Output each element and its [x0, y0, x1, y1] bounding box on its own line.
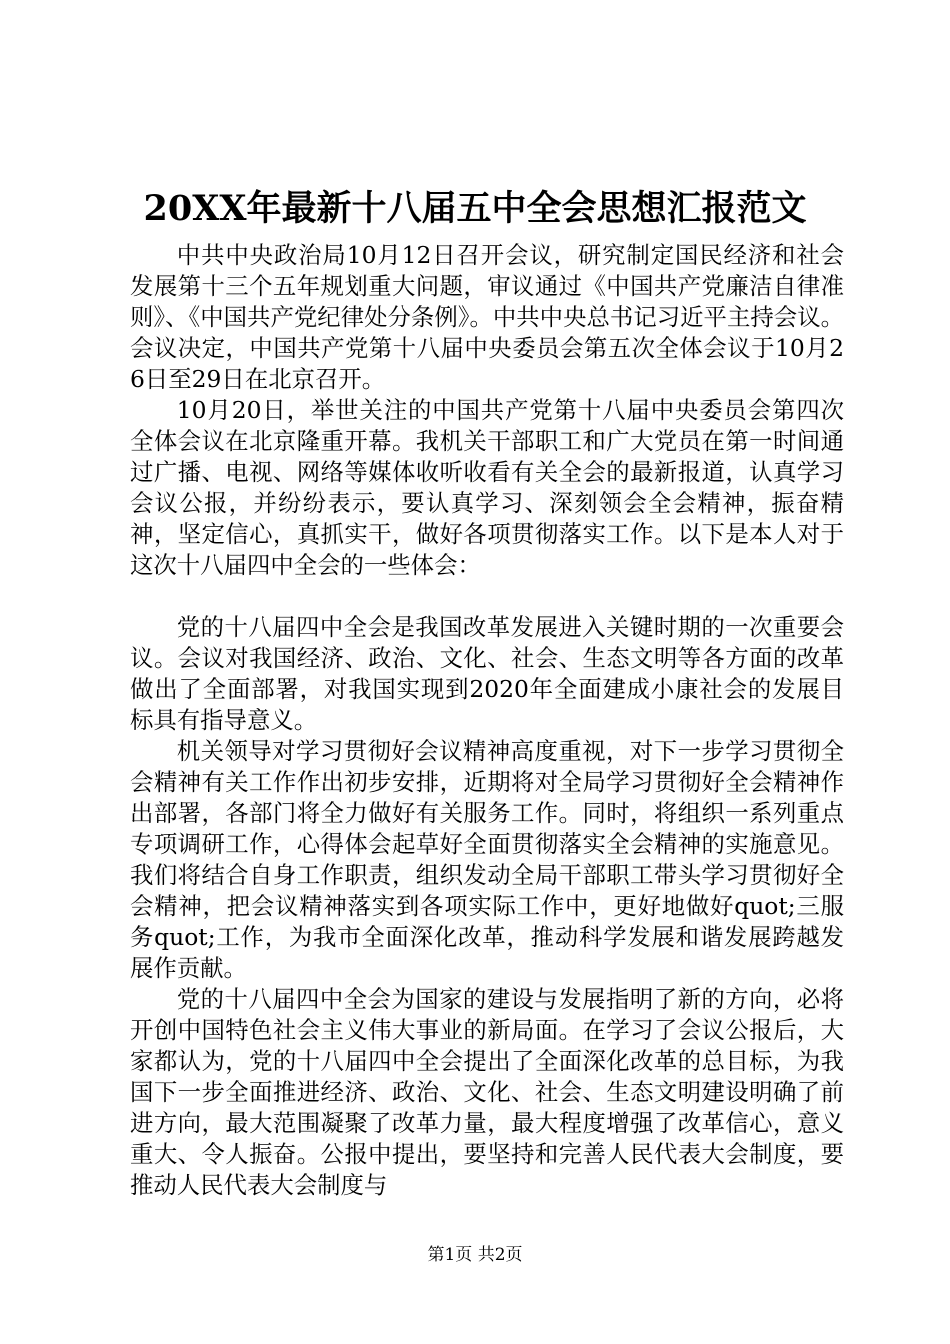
paragraph-4: 机关领导对学习贯彻好会议精神高度重视，对下一步学习贯彻全会精神有关工作作出初步安排，近期将对全局学习贯彻好全会精神作出部署，各部门将全力做好有关服务工作。同时，将组织一系列重点专项调研工作，心得体会起草好全面贯彻落实全会精神的实施意见。我们将结合自身工作职责，组织发动全局干部职工带头学习贯彻好全会精神，把会议精神落实到各项实际工作中，更好地做好quot;三服务quot;工作，为我市全面深化改革，推动科学发展和谐发展跨越发展作贡献。	[130, 737, 844, 982]
paragraph-3: 党的十八届四中全会是我国改革发展进入关键时期的一次重要会议。会议对我国经济、政治、文化、社会、生态文明等各方面的改革做出了全面部署，对我国实现到2020年全面建成小康社会的发展目标具有指导意义。	[130, 613, 844, 734]
paragraph-1: 中共中央政治局10月12日召开会议，研究制定国民经济和社会发展第十三个五年规划重大问题，审议通过《中国共产党廉洁自律准则》、《中国共产党纪律处分条例》。中共中央总书记习近平主持会议。会议决定，中国共产党第十八届中央委员会第五次全体会议于10月26日至29日在北京召开。	[130, 241, 844, 393]
document-body	[130, 240, 844, 1201]
page-footer: 第1页 共2页	[427, 1245, 523, 1265]
paragraph-5: 党的十八届四中全会为国家的建设与发展指明了新的方向，必将开创中国特色社会主义伟大事业的新局面。在学习了会议公报后，大家都认为，党的十八届四中全会提出了全面深化改革的总目标，为我国下一步全面推进经济、政治、文化、社会、生态文明建设明确了前进方向，最大范围凝聚了改革力量，最大程度增强了改革信心，意义重大、令人振奋。公报中提出，要坚持和完善人民代表大会制度，要推动人民代表大会制度与	[130, 985, 844, 1199]
document-title: 20XX年最新十八届五中全会思想汇报范文	[143, 188, 807, 229]
paragraph-2: 10月20日，举世关注的中国共产党第十八届中央委员会第四次全体会议在北京隆重开幕。我机关干部职工和广大党员在第一时间通过广播、电视、网络等媒体收听收看有关全会的最新报道，认真学习会议公报，并纷纷表示，要认真学习、深刻领会全会精神，振奋精神，坚定信心，真抓实干，做好各项贯彻落实工作。以下是本人对于这次十八届四中全会的一些体会：	[130, 396, 844, 579]
